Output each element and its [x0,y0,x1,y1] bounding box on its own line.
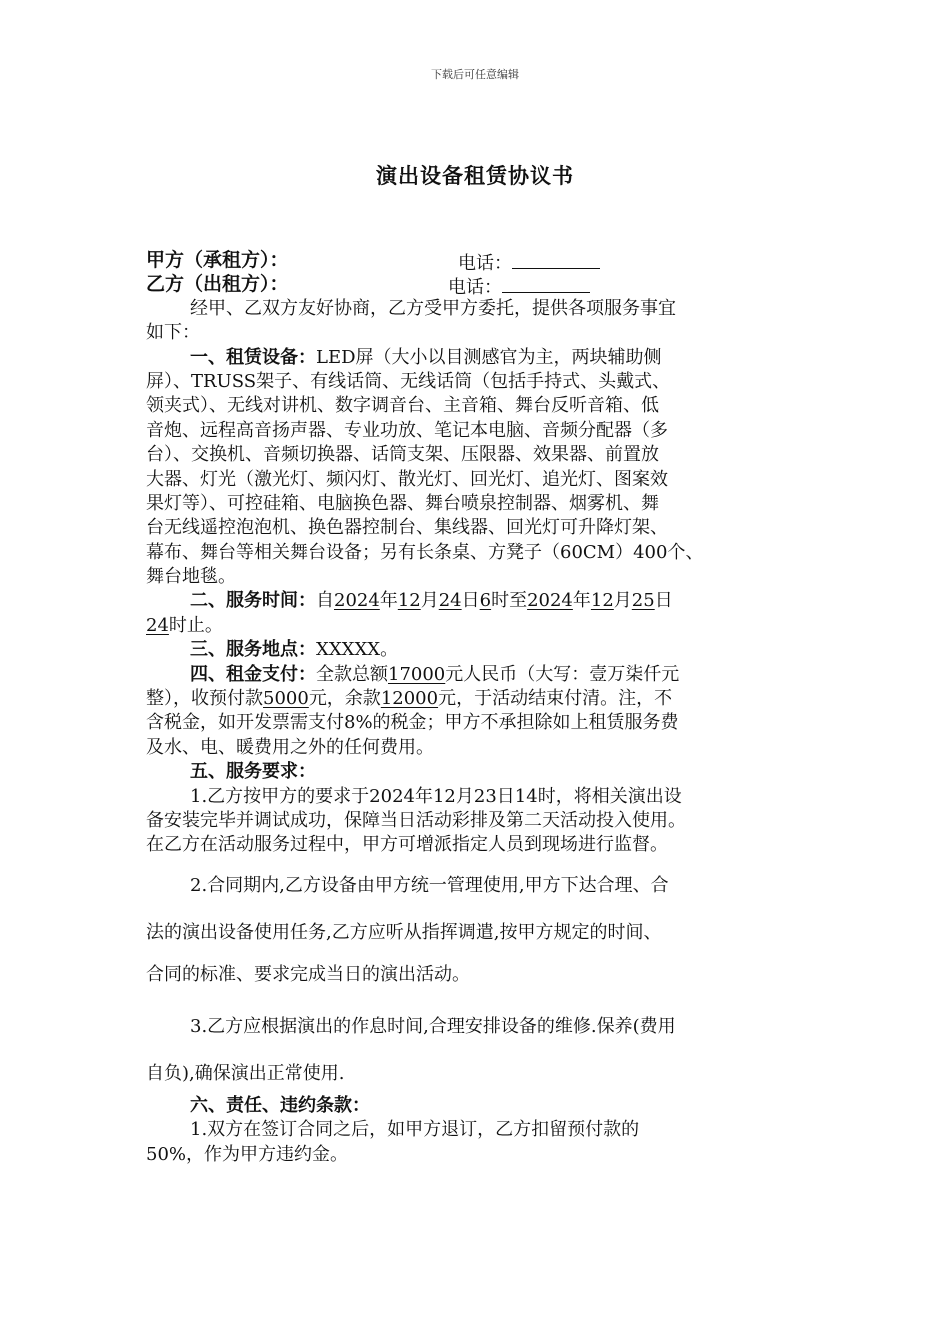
party-b-label: 乙方（出租方）： [146,273,289,296]
s4-heading: 四、租金支付： [190,663,316,685]
party-a-label: 甲方（承租方）： [146,249,289,271]
s4-text: 元，余款 [308,688,381,710]
s5-heading: 五、服务要求： [190,761,316,783]
s5-p3-line: 3.乙方应根据演出的作息时间,合理安排设备的维修.保养(费用 [190,1015,676,1037]
intro-line-1: 经甲、乙双方友好协商，乙方受甲方委托，提供各项服务事宜 [190,297,676,319]
s4-text: 全款总额 [316,663,388,685]
s1-line: 舞台地毯。 [146,566,236,588]
s1-text: LED屏（大小以目测感官为主，两块辅助侧 [316,346,662,368]
s5-p2-line: 法的演出设备使用任务,乙方应听从指挥调遣,按甲方规定的时间、 [146,921,662,943]
party-b-phone-label: 电话： [448,277,502,299]
intro-line-2: 如下： [146,322,200,344]
s6-heading: 六、责任、违约条款： [190,1094,370,1116]
s3-heading: 三、服务地点： [190,639,316,661]
s5-p1-line: 1.乙方按甲方的要求于2024年12月23日14时，将相关演出设 [190,785,682,807]
document-title: 演出设备租赁协议书 [376,163,574,188]
start-year: 2024 [334,590,380,612]
s1-first-line [146,346,812,370]
s1-line: 台）、交换机、音频切换器、话筒支架、压限器、效果器、前置放 [146,444,659,466]
s1-line: 领夹式）、无线对讲机、数字调音台、主音箱、舞台反听音箱、低 [146,395,659,417]
s1-line: 幕布、舞台等相关舞台设备；另有长条桌、方凳子（60CM）400个、 [146,541,704,563]
s5-p3-line: 自负),确保演出正常使用. [146,1062,345,1084]
s4-line-4: 及水、电、暖费用之外的任何费用。 [146,736,434,758]
party-b-line [146,272,812,299]
s5-p2-line: 合同的标准、要求完成当日的演出活动。 [146,963,470,985]
party-b-phone [448,272,590,300]
start-day: 24 [438,590,462,612]
header-note: 下载后可任意编辑 [431,68,519,81]
s2-text: 日 [654,590,673,612]
end-day: 25 [631,590,655,612]
s5-p1-line: 在乙方在活动服务过程中，甲方可增派指定人员到现场进行监督。 [146,834,668,856]
end-year: 2024 [527,590,573,612]
s2-text: 月 [420,590,439,612]
party-a-line [146,248,812,272]
s1-line: 大器、灯光（激光灯、频闪灯、散光灯、回光灯、追光灯、图案效 [146,468,668,490]
party-b-phone-blank [502,272,590,293]
s5-p2-line: 2.合同期内,乙方设备由甲方统一管理使用,甲方下达合理、合 [190,874,669,896]
s2-text: 年 [572,590,591,612]
s2-heading: 二、服务时间： [190,590,316,612]
s4-line-3: 含税金，如开发票需支付8%的税金；甲方不承担除如上租赁服务费 [146,712,679,734]
s4-line-1 [146,663,812,687]
s2-text: 年 [379,590,398,612]
s4-text: 元人民币（大写：壹万柒仟元 [445,663,680,685]
start-month: 12 [397,590,421,612]
s4-line-2 [146,687,812,711]
s2-text: 时至 [491,590,528,612]
prepay-amount: 5000 [263,688,309,710]
s1-line: 音炮、远程高音扬声器、专业功放、笔记本电脑、音频分配器（多 [146,419,668,441]
end-hour: 24 [146,614,169,636]
s6-p1-line: 50%，作为甲方违约金。 [146,1143,349,1165]
service-location: XXXXX。 [316,639,399,661]
balance-amount: 12000 [380,688,439,710]
s2-line-2 [146,614,812,638]
s1-line: 果灯等）、可控硅箱、电脑换色器、舞台喷泉控制器、烟雾机、舞 [146,492,659,514]
s1-heading: 一、租赁设备： [190,346,316,368]
s4-text: 整），收预付款 [146,688,263,710]
s2-text: 月 [613,590,632,612]
s5-heading-line [146,760,812,784]
s6-p1-line: 1.双方在签订合同之后，如甲方退订，乙方扣留预付款的 [190,1119,640,1141]
document-body [146,248,812,1167]
s2-text: 日 [461,590,480,612]
s2-text: 时止。 [168,614,223,636]
s4-text: 元，于活动结束付清。注，不 [438,688,673,710]
start-hour: 6 [479,590,492,612]
s3-line [146,638,812,662]
s5-p1-line: 备安装完毕并调试成功，保障当日活动彩排及第二天活动投入使用。 [146,809,686,831]
s2-text: 自 [316,590,334,612]
party-a-phone-label: 电话： [458,253,512,274]
party-a-phone-blank [512,248,600,269]
total-amount: 17000 [388,663,446,685]
s6-heading-line [146,1094,812,1118]
s2-line-1 [146,589,812,613]
end-month: 12 [590,590,614,612]
s1-line: 屏）、TRUSS架子、有线话筒、无线话筒（包括手持式、头戴式、 [146,370,671,392]
s1-line: 台无线遥控泡泡机、换色器控制台、集线器、回光灯可升降灯架、 [146,517,668,539]
